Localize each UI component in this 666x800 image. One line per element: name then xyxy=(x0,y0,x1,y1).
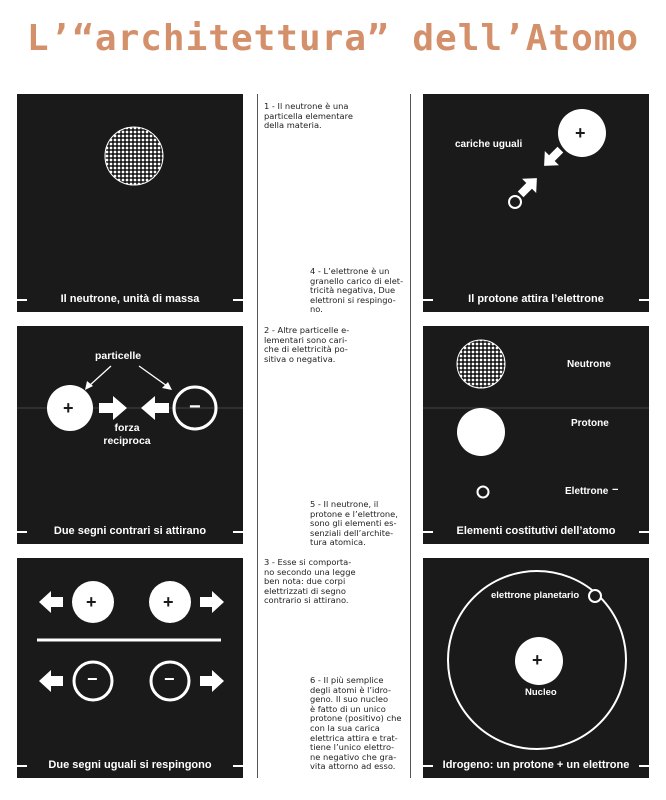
panel-caption: Elementi costitutivi dell’atomo xyxy=(452,525,621,537)
label-nucleus: Nucleo xyxy=(525,687,557,698)
panel-caption: Due segni contrari si attirano xyxy=(49,525,211,537)
minus-sign: − xyxy=(189,396,201,418)
label-force: forza reciproca xyxy=(103,422,151,447)
panel-proton-attracts xyxy=(423,94,649,312)
note-5: 5 - Il neutrone, il protone e l’elettrone, sono gli elementi es- senziali dell’archite- tura atomica. xyxy=(310,499,398,548)
electron-sign: − xyxy=(612,484,619,496)
arrow-left-icon xyxy=(39,670,63,692)
note-2: 2 - Altre particelle e- lementari sono cari- che di elettricità po- sitiva o negativa. xyxy=(264,325,350,364)
panel-hydrogen xyxy=(423,558,649,778)
arrow-right-icon xyxy=(99,396,127,420)
panel-caption: Il protone attira l’elettrone xyxy=(463,293,609,305)
neutron-particle xyxy=(457,340,505,388)
panel-elements xyxy=(423,326,649,544)
plus-sign: + xyxy=(575,123,586,143)
minus-sign: − xyxy=(164,669,175,689)
elements-figure xyxy=(423,326,649,544)
label-planetary-electron: elettrone planetario xyxy=(491,590,580,601)
plus-sign: + xyxy=(86,592,97,612)
repulsion-figure xyxy=(17,558,243,778)
plus-sign: + xyxy=(63,398,74,418)
panel-neutron xyxy=(17,94,243,312)
neutron-figure xyxy=(17,94,243,312)
panel-footer xyxy=(423,292,649,306)
label-equal-charges: cariche uguali xyxy=(455,139,523,150)
plus-sign: + xyxy=(532,650,543,670)
electron-particle xyxy=(589,590,601,602)
panel-footer xyxy=(17,292,243,306)
note-3: 3 - Esse si comporta- no secondo una legge ben nota: due corpi elettrizzati di segno contrario si attirano. xyxy=(264,557,356,606)
panel-footer xyxy=(17,758,243,772)
panel-caption: Due segni uguali si respingono xyxy=(43,759,216,771)
panel-footer xyxy=(17,524,243,538)
proton-electron-figure xyxy=(423,94,649,312)
arrow-right-icon xyxy=(200,591,224,613)
arrow-right-icon xyxy=(200,670,224,692)
electron-particle xyxy=(478,487,489,498)
minus-sign: − xyxy=(87,669,98,689)
label-electron: Elettrone xyxy=(565,486,609,497)
note-4: 4 - L’elettrone è un granello carico di elet- tricità negativa, Due elettroni si respingo- no. xyxy=(310,266,404,315)
plus-sign: + xyxy=(163,592,174,612)
page-title: L’“architettura” dell’Atomo xyxy=(26,18,640,59)
label-proton: Protone xyxy=(571,418,609,429)
panel-caption: Il neutrone, unità di massa xyxy=(56,293,205,305)
arrow-left-icon xyxy=(141,396,169,420)
note-6: 6 - Il più semplice degli atomi è l’idro- geno. Il suo nucleo è fatto di un unico protone (positivo) che con la sua carica elettrica attira e trat- tiene l’unico elettro- ne negativo che gra- vita attorno ad esso. xyxy=(310,675,402,772)
electron-particle xyxy=(509,196,521,208)
panel-caption: Idrogeno: un protone + un elettrone xyxy=(438,759,635,771)
proton-particle xyxy=(457,408,505,456)
panel-same-repel xyxy=(17,558,243,778)
panel-footer xyxy=(423,524,649,538)
label-particles: particelle xyxy=(95,350,142,362)
panel-footer xyxy=(423,758,649,772)
arrow-left-icon xyxy=(39,591,63,613)
label-neutron: Neutrone xyxy=(567,359,611,370)
neutron-particle xyxy=(105,127,163,185)
panel-opposite-attract xyxy=(17,326,243,544)
note-1: 1 - Il neutrone è una particella elementare della materia. xyxy=(264,101,353,131)
notes-column xyxy=(257,94,411,778)
